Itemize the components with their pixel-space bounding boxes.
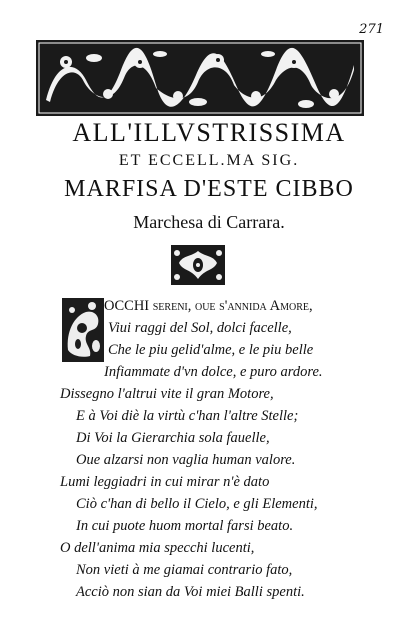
title-marchesa: Marchesa di Carrara.: [133, 212, 285, 232]
decorative-fleuron: [171, 245, 225, 285]
verse-line: Di Voi la Gierarchia sola fauelle,: [76, 430, 270, 446]
title-dedication: ALL'ILLVSTRISSIMA: [72, 118, 346, 147]
verse-line: Lumi leggiadri in cui mirar n'è dato: [60, 474, 270, 490]
page-number: 271: [359, 22, 384, 37]
verse-line: Non vieti à me giamai contrario fato,: [76, 562, 293, 578]
verse-line: Infiammate d'vn dolce, e puro ardore.: [104, 364, 323, 380]
verse-line: Dissegno l'altrui vite il gran Motore,: [60, 386, 274, 402]
title-honorific: ET ECCELL.MA SIG.: [118, 152, 300, 169]
verse-line: OCCHI sereni, oue s'annida Amore,: [104, 298, 313, 314]
verse-line: Che le piu gelid'alme, e le piu belle: [108, 342, 314, 358]
verse-line: Oue alzarsi non vaglia human valore.: [76, 452, 296, 468]
title-name: MARFISA D'ESTE CIBBO: [64, 176, 354, 202]
decorated-initial: [62, 298, 104, 362]
verse-line: Ciò c'han di bello il Cielo, e gli Elementi,: [76, 496, 318, 512]
verse-line: Viui raggi del Sol, dolci facelle,: [108, 320, 292, 336]
verse-line: O dell'anima mia specchi lucenti,: [60, 540, 255, 556]
verse-line: E à Voi diè la virtù c'han l'altre Stelle;: [76, 408, 299, 424]
decorative-headpiece: [36, 40, 364, 116]
verse-line: In cui puote huom mortal farsi beato.: [76, 518, 294, 534]
verse-line: Acciò non sian da Voi miei Balli spenti.: [76, 584, 305, 600]
